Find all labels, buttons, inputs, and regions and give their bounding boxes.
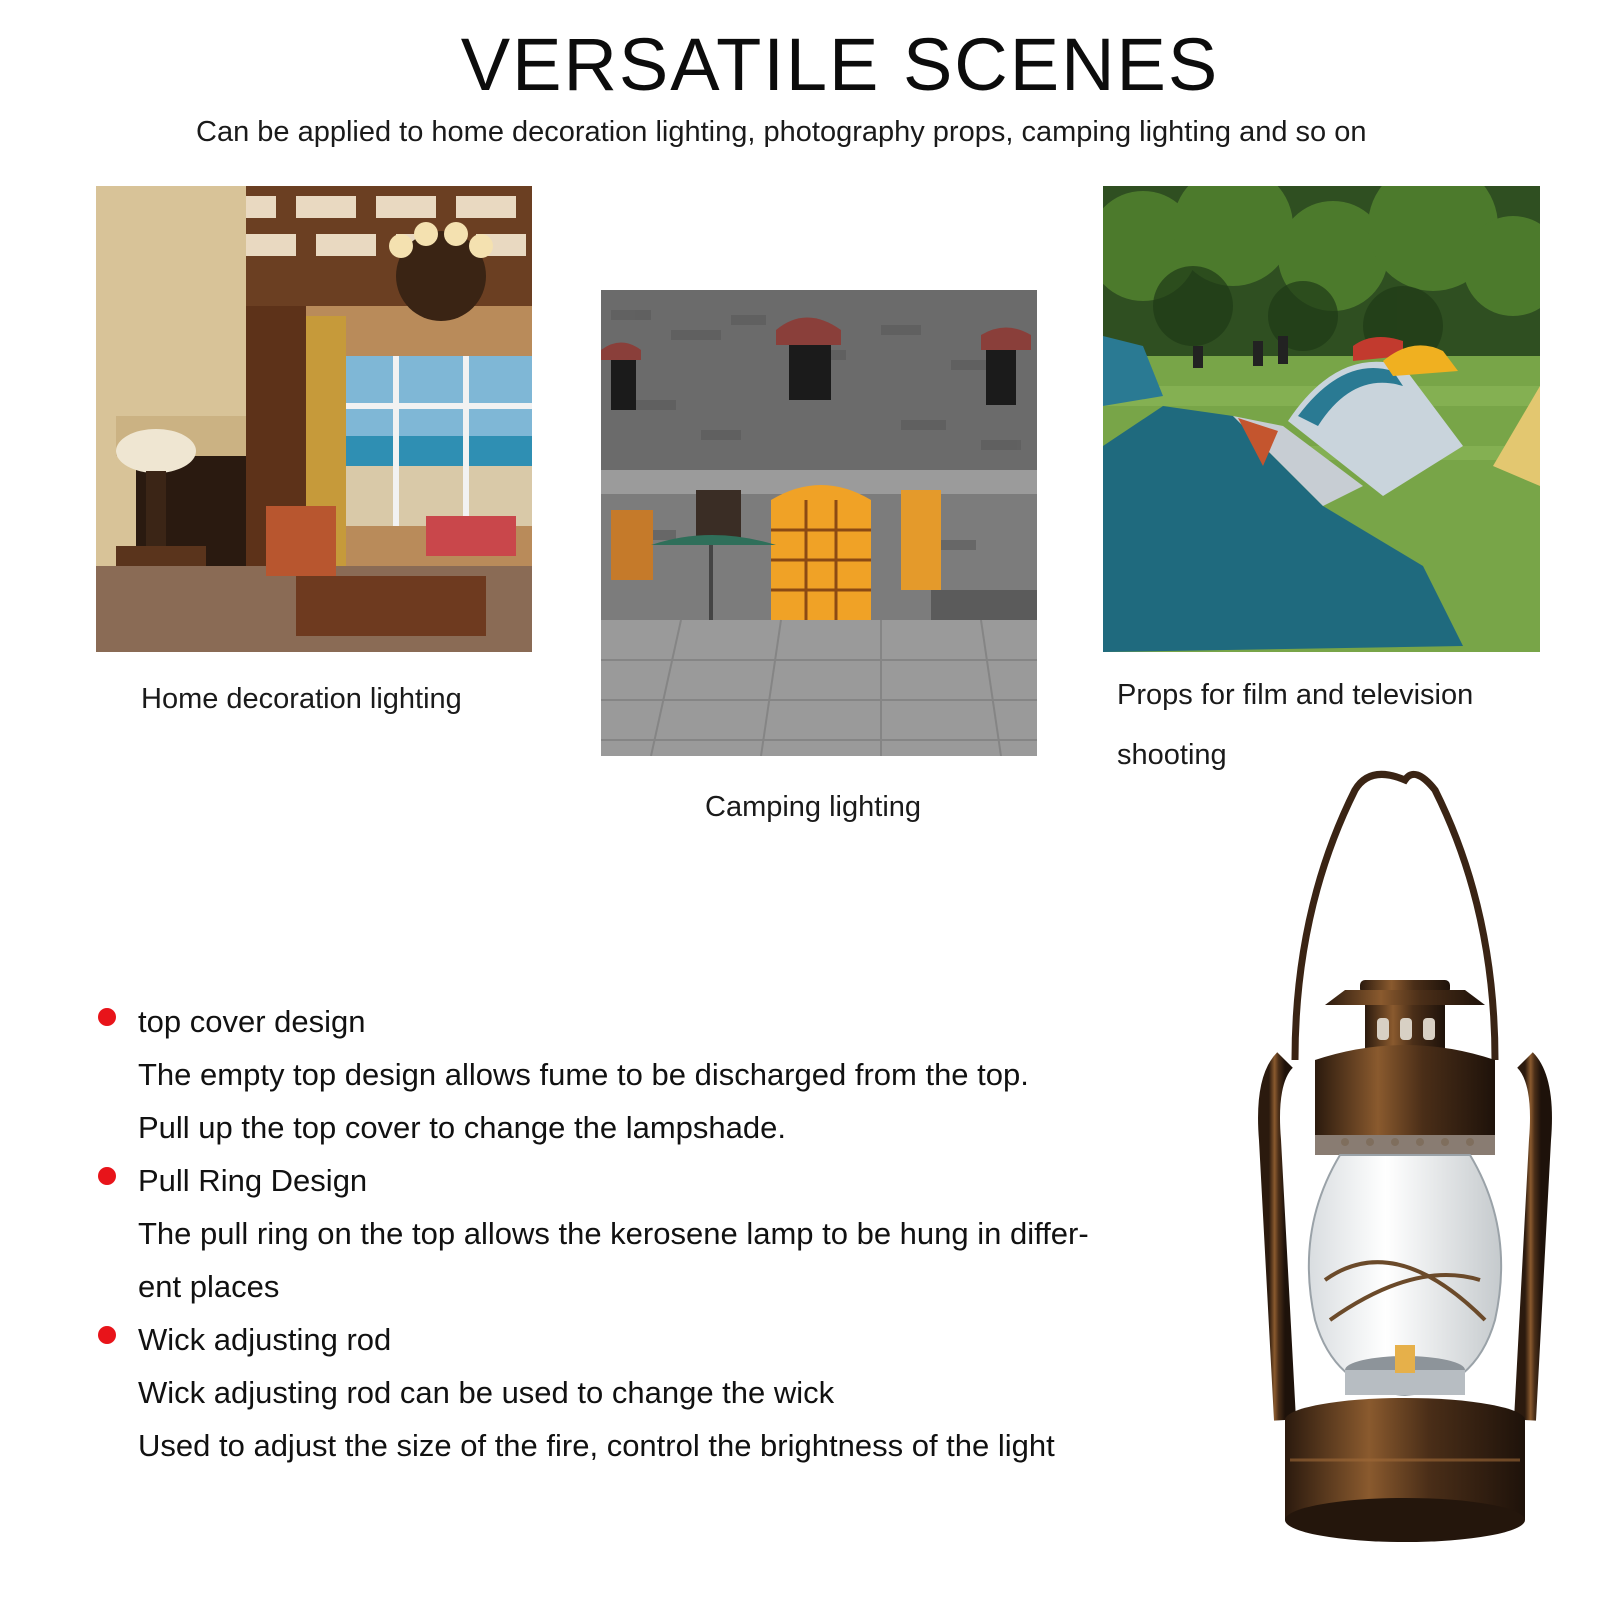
feature-title: top cover design — [138, 1004, 366, 1039]
camping-lighting-caption: Camping lighting — [705, 791, 922, 823]
home-decoration-caption: Home decoration lighting — [141, 683, 462, 715]
bullet-dot — [98, 1167, 116, 1185]
feature-wick-rod — [96, 1313, 1236, 1472]
feature-line: Pull up the top cover to change the lampshade. — [138, 1110, 786, 1145]
feature-line: Used to adjust the size of the fire, control the brightness of the light — [138, 1428, 1055, 1463]
bullet-dot — [98, 1326, 116, 1344]
film-props-caption-line1: Props for film and television — [1117, 679, 1474, 711]
camping-tents-photo — [1103, 186, 1540, 652]
stone-building-photo — [601, 290, 1037, 756]
feature-top-cover — [96, 995, 1236, 1154]
feature-pull-ring — [96, 1154, 1236, 1313]
page-title: VERSATILE SCENES — [460, 23, 1220, 106]
film-props-caption-line2: shooting — [1117, 739, 1227, 771]
kerosene-lantern-image — [1255, 760, 1555, 1580]
feature-list — [96, 995, 1236, 1472]
feature-line: The pull ring on the top allows the kerosene lamp to be hung in differ- — [138, 1216, 1089, 1251]
living-room-photo — [96, 186, 532, 652]
feature-title: Pull Ring Design — [138, 1163, 368, 1198]
feature-title: Wick adjusting rod — [138, 1322, 392, 1357]
bullet-dot — [98, 1008, 116, 1026]
feature-line: Wick adjusting rod can be used to change the wick — [138, 1375, 835, 1410]
feature-line: ent places — [138, 1269, 280, 1304]
page-subtitle: Can be applied to home decoration lighting, photography props, camping lighting and so on — [196, 116, 1367, 148]
feature-line: The empty top design allows fume to be discharged from the top. — [138, 1057, 1029, 1092]
